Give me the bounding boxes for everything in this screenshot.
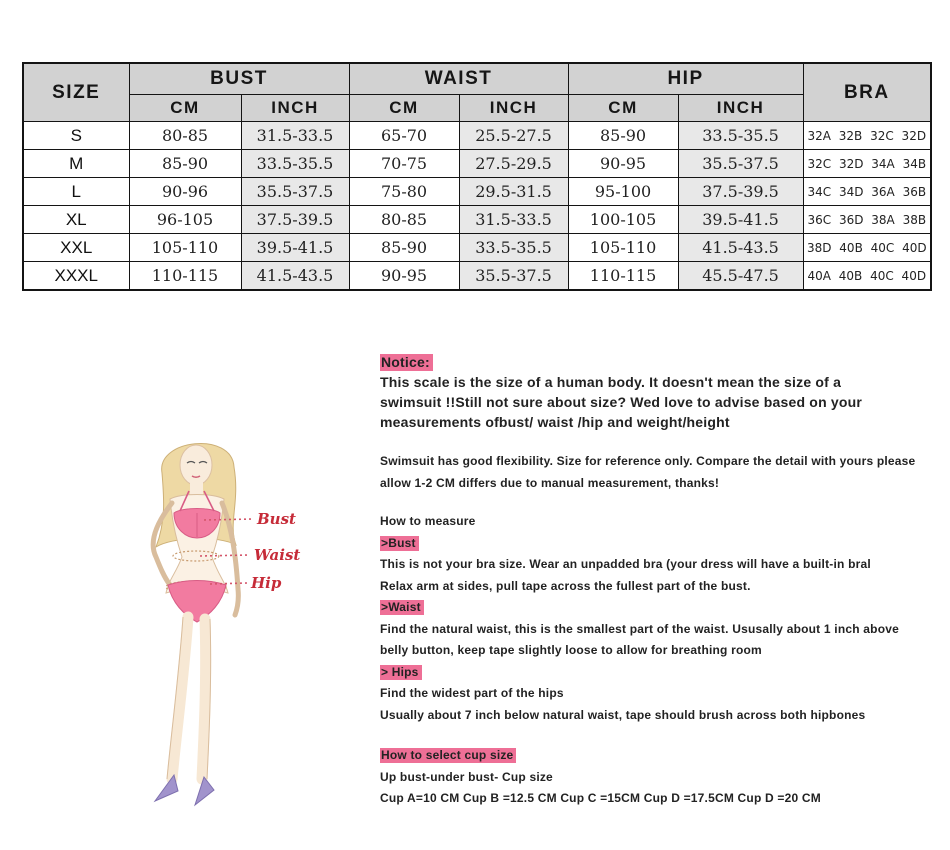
hip-pointer-line [210,583,247,584]
cup-size-line: Up bust-under bust- Cup size [380,769,553,784]
cell-hip-cm: 85-90 [568,122,678,150]
cell-bra: 36C 36D 38A 38B [803,206,931,234]
left-leg [172,617,188,779]
cell-waist-inch: 25.5-27.5 [459,122,568,150]
cell-waist-cm: 75-80 [349,178,459,206]
header-waist-cm: CM [349,95,459,122]
table-row [23,234,931,262]
cell-size: XL [23,206,129,234]
waist-label: Waist [254,546,301,564]
cell-bra: 34C 34D 36A 36B [803,178,931,206]
cell-waist-cm: 85-90 [349,234,459,262]
header-hip: HIP [568,63,803,95]
cell-size: XXL [23,234,129,262]
cell-hip-inch: 37.5-39.5 [678,178,803,206]
notice-heading: Notice: [380,354,433,371]
cell-bust-inch: 39.5-41.5 [241,234,349,262]
bust-label: Bust [257,510,296,528]
cell-bust-cm: 90-96 [129,178,241,206]
bust-heading: >Bust [380,536,419,551]
cell-hip-inch: 45.5-47.5 [678,262,803,291]
header-size: SIZE [23,63,129,122]
cell-size: S [23,122,129,150]
cell-waist-inch: 29.5-31.5 [459,178,568,206]
hips-heading: > Hips [380,665,422,680]
cell-waist-cm: 70-75 [349,150,459,178]
table-row [23,150,931,178]
cell-size: M [23,150,129,178]
cell-bust-inch: 33.5-35.5 [241,150,349,178]
notice-section [380,352,938,432]
header-hip-cm: CM [568,95,678,122]
cell-bra: 38D 40B 40C 40D [803,234,931,262]
bikini-bottom [168,581,226,623]
cell-bust-cm: 80-85 [129,122,241,150]
size-chart-table [22,62,932,291]
how-to-measure-heading: How to measure [380,514,476,528]
hips-instruction-line: Find the widest part of the hips [380,686,564,700]
cell-size: L [23,178,129,206]
hips-instruction-line: Usually about 7 inch below natural waist, tape should brush across both hipbones [380,707,866,722]
cell-bra: 32C 32D 34A 34B [803,150,931,178]
left-shoe [155,775,178,801]
notice-line: This scale is the size of a human body. It doesn't mean the size of a [380,374,842,390]
cell-bust-cm: 110-115 [129,262,241,291]
cup-size-heading: How to select cup size [380,748,516,763]
cell-bra: 32A 32B 32C 32D [803,122,931,150]
flex-line: allow 1-2 CM differs due to manual measurement, thanks! [380,475,720,490]
cell-bust-inch: 37.5-39.5 [241,206,349,234]
header-bra: BRA [803,63,931,122]
cell-hip-cm: 100-105 [568,206,678,234]
size-chart-section [22,62,932,291]
cell-hip-inch: 33.5-35.5 [678,122,803,150]
table-row [23,122,931,150]
table-row [23,206,931,234]
cell-bust-cm: 105-110 [129,234,241,262]
header-bust-inch: INCH [241,95,349,122]
cell-size: XXXL [23,262,129,291]
cell-waist-cm: 90-95 [349,262,459,291]
how-to-measure-section [380,511,938,726]
waist-instruction-line: belly button, keep tape slightly loose to allow for breathing room [380,643,762,657]
cell-bust-inch: 35.5-37.5 [241,178,349,206]
sizing-info-column [380,352,938,810]
cell-waist-inch: 27.5-29.5 [459,150,568,178]
cell-bust-cm: 85-90 [129,150,241,178]
notice-line: swimsuit !!Still not sure about size? Wed love to advise based on your [380,394,863,410]
cell-waist-cm: 80-85 [349,206,459,234]
flexibility-note [380,451,938,494]
right-leg [202,619,206,779]
header-bust: BUST [129,63,349,95]
table-row [23,262,931,291]
cell-hip-inch: 35.5-37.5 [678,150,803,178]
cell-hip-cm: 95-100 [568,178,678,206]
cell-waist-cm: 65-70 [349,122,459,150]
cell-waist-inch: 33.5-35.5 [459,234,568,262]
table-header-row-units [23,95,931,122]
cell-hip-inch: 41.5-43.5 [678,234,803,262]
cell-hip-cm: 90-95 [568,150,678,178]
cell-hip-inch: 39.5-41.5 [678,206,803,234]
notice-line: measurements ofbust/ waist /hip and weight/height [380,414,730,430]
table-row [23,178,931,206]
cell-bust-inch: 41.5-43.5 [241,262,349,291]
header-waist: WAIST [349,63,568,95]
bust-instruction-line: This is not your bra size. Wear an unpadded bra (your dress will have a built-in bral [380,557,871,571]
cell-hip-cm: 110-115 [568,262,678,291]
cell-bust-inch: 31.5-33.5 [241,122,349,150]
cell-bust-cm: 96-105 [129,206,241,234]
cell-hip-cm: 105-110 [568,234,678,262]
header-bust-cm: CM [129,95,241,122]
woman-sketch-illustration [100,425,360,820]
hip-label: Hip [251,574,282,592]
cell-waist-inch: 31.5-33.5 [459,206,568,234]
flex-line: Swimsuit has good flexibility. Size for reference only. Compare the detail with yours please [380,454,916,468]
waist-instruction-line: Find the natural waist, this is the smallest part of the waist. Ususally about 1 inch above [380,621,899,636]
table-header-row-groups [23,63,931,95]
header-hip-inch: INCH [678,95,803,122]
cup-size-line: Cup A=10 CM Cup B =12.5 CM Cup C =15CM Cup D =17.5CM Cup D =20 CM [380,791,821,805]
header-waist-inch: INCH [459,95,568,122]
cup-size-section [380,745,938,810]
face-shape [180,445,212,485]
cell-waist-inch: 35.5-37.5 [459,262,568,291]
measurement-figure [100,425,360,820]
cell-bra: 40A 40B 40C 40D [803,262,931,291]
bust-instruction-line: Relax arm at sides, pull tape across the fullest part of the bust. [380,578,751,593]
waist-heading: >Waist [380,600,424,615]
